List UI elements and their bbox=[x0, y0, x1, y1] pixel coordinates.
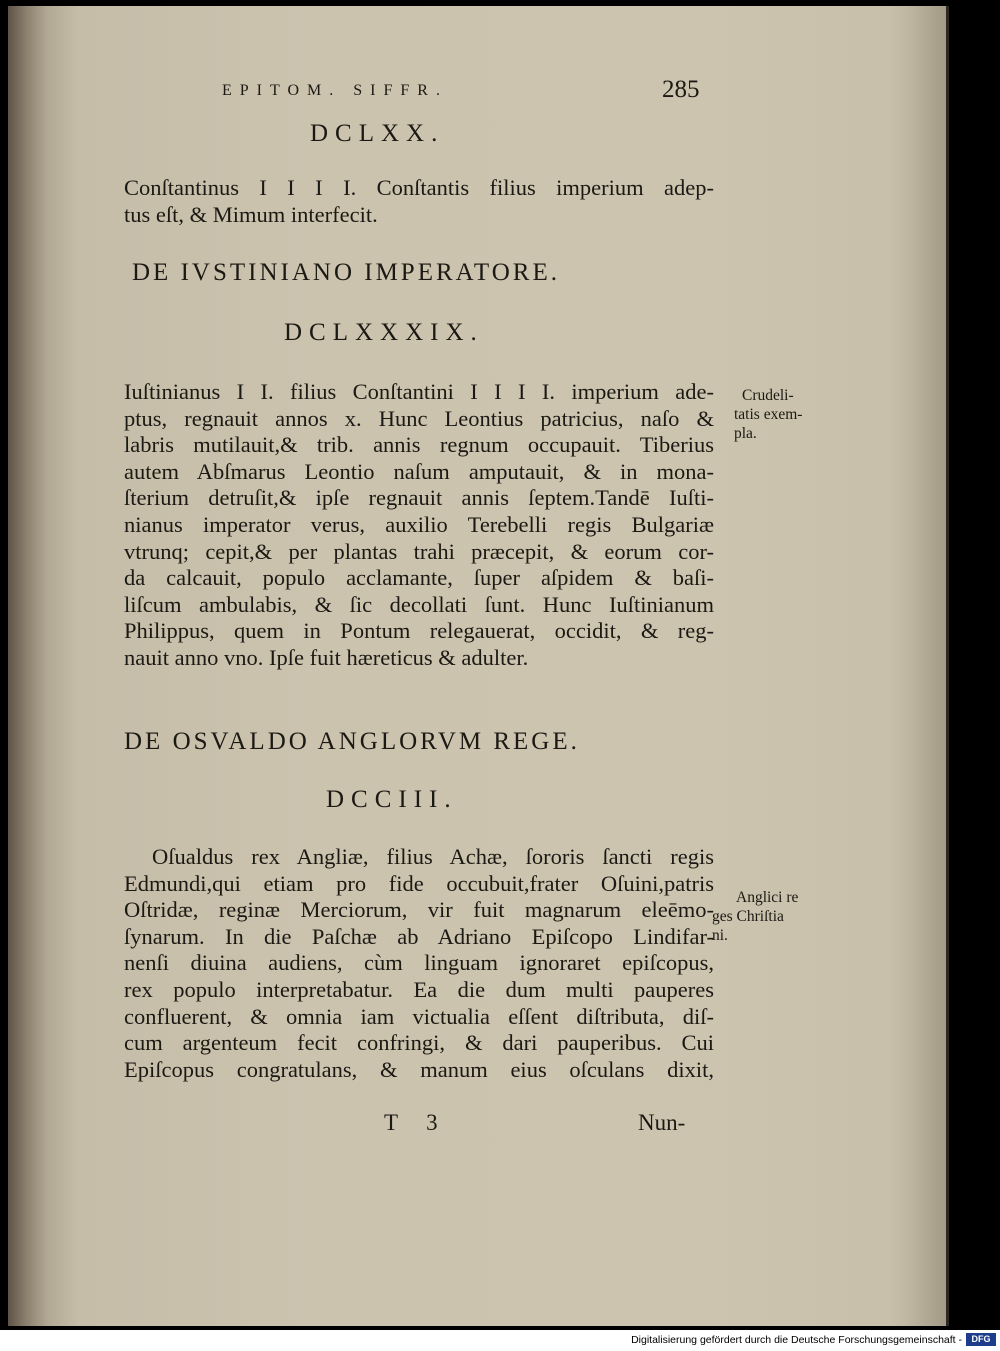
margin-note-line: tatis exem- bbox=[734, 406, 803, 423]
section-title-osualdo: DE OSVALDO ANGLORVM REGE. bbox=[124, 728, 580, 755]
signature-mark bbox=[384, 1110, 438, 1136]
margin-note-line: pla. bbox=[734, 425, 757, 442]
text-line: nenſi diuina audiens, cùm linguam ignoraret epiſcopus, bbox=[124, 950, 714, 976]
section-title-iustiniano: DE IVSTINIANO IMPERATORE. bbox=[132, 259, 561, 286]
text-line: nianus imperator verus, auxilio Terebelli regis Bulgariæ bbox=[124, 511, 714, 537]
margin-note-crudelitatis bbox=[734, 386, 802, 443]
signature-number: 3 bbox=[426, 1110, 438, 1135]
margin-note-anglici bbox=[712, 888, 798, 945]
text-line: Philippus, quem in Pontum relegauerat, occidit, & reg- bbox=[124, 618, 714, 644]
page-number: 285 bbox=[662, 76, 700, 103]
margin-note-line: Crudeli- bbox=[742, 387, 794, 404]
text-line: liſcum ambulabis, & ſic decollati ſunt. Hunc Iuſtinianum bbox=[124, 591, 714, 617]
running-title: EPITOM. SIFFR. bbox=[222, 82, 448, 99]
section-number-dclxxxix: DCLXXXIX. bbox=[284, 319, 484, 346]
credit-line: Digitalisierung gefördert durch die Deutsche Forschungsgemeinschaft - bbox=[631, 1334, 962, 1346]
paragraph-iustinianus bbox=[124, 379, 714, 672]
text-line: Epiſcopus congratulans, & manum eius oſculans dixit, bbox=[124, 1056, 714, 1082]
paragraph-constantinus bbox=[124, 175, 714, 228]
text-line: da calcauit, populo acclamante, ſuper aſpidem & baſi- bbox=[124, 565, 714, 591]
text-line: vtrunq; cepit,& per plantas trahi præcepit, & eorum cor- bbox=[124, 538, 714, 564]
dfg-logo: DFG bbox=[966, 1333, 996, 1346]
text-line: cum argenteum fecit confringi, & dari pauperibus. Cui bbox=[124, 1030, 714, 1056]
section-number-dclxx: DCLXX. bbox=[310, 120, 445, 147]
text-line: nauit anno vno. Ipſe fuit hæreticus & adulter. bbox=[124, 644, 529, 670]
paragraph-osualdus bbox=[124, 844, 714, 1083]
text-line: tus eſt, & Mimum interfecit. bbox=[124, 201, 378, 227]
margin-note-line: ni. bbox=[712, 927, 728, 944]
text-line: Conſtantinus I I I I. Conſtantis filius imperium adep- bbox=[124, 175, 714, 200]
signature-letter: T bbox=[384, 1110, 399, 1135]
text-line: Iuſtinianus I I. filius Conſtantini I I I I. imperium ade- bbox=[124, 379, 714, 404]
margin-note-line: ges Chriſtia bbox=[712, 908, 784, 925]
text-line: autem Abſmarus Leontio naſum amputauit, & in mona- bbox=[124, 458, 714, 484]
text-line: Oſualdus rex Angliæ, filius Achæ, ſororis ſancti regis bbox=[152, 844, 714, 869]
section-number-dcciii: DCCIII. bbox=[326, 786, 458, 813]
catchword: Nun- bbox=[638, 1110, 686, 1135]
text-line: rex populo interpretabatur. Ea die dum multi pauperes bbox=[124, 976, 714, 1002]
text-line: Edmundi,qui etiam pro fide occubuit,frater Oſuini,patris bbox=[124, 870, 714, 896]
text-line: confluerent, & omnia iam victualia eſſent diſtributa, diſ- bbox=[124, 1003, 714, 1029]
text-line: ſynarum. In die Paſchæ ab Adriano Epiſcopo Lindifar- bbox=[124, 923, 714, 949]
margin-note-line: Anglici re bbox=[736, 889, 799, 906]
text-line: ptus, regnauit annos x. Hunc Leontius patricius, naſo & bbox=[124, 405, 714, 431]
book-page bbox=[8, 6, 949, 1326]
text-line: ſterium detruſit,& ipſe regnauit annis ſeptem.Tandē Iuſti- bbox=[124, 485, 714, 511]
text-line: labris mutilauit,& trib. annis regnum occupauit. Tiberius bbox=[124, 432, 714, 458]
text-line: Oſtridæ, reginæ Merciorum, vir fuit magnarum eleēmo- bbox=[124, 897, 714, 923]
